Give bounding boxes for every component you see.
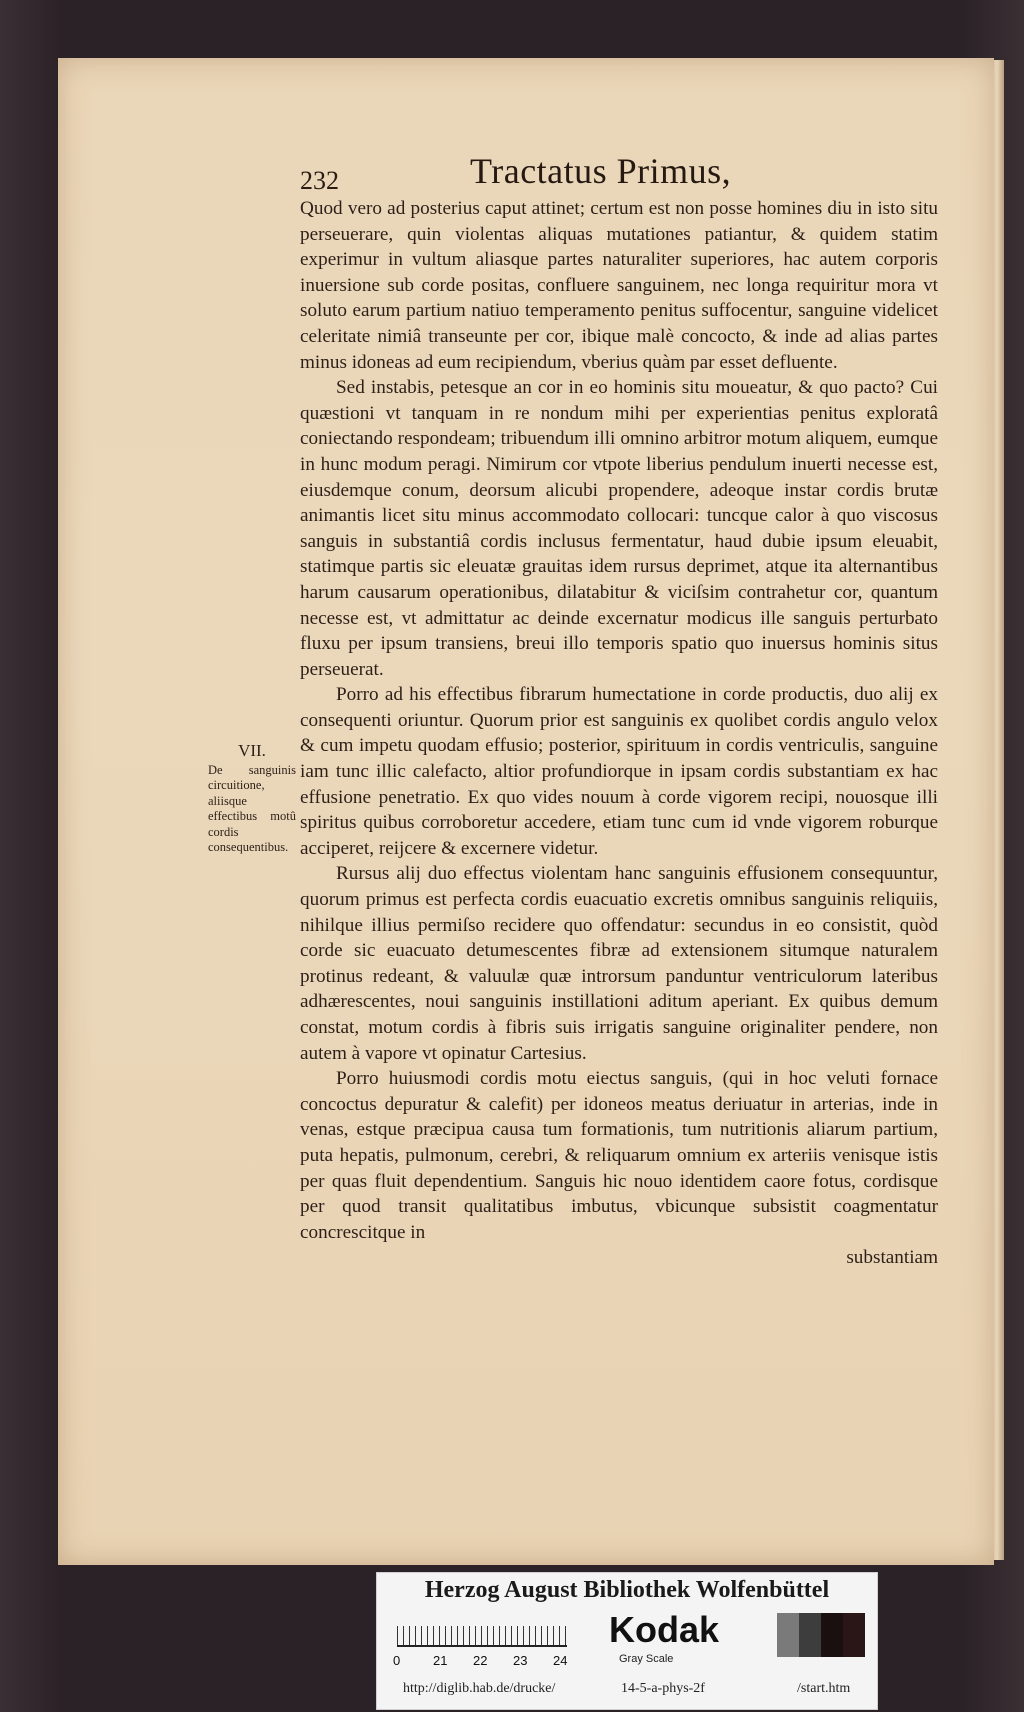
page-number: 232	[300, 166, 339, 195]
ruler-label: 21	[433, 1653, 448, 1668]
paragraph-5: Porro huiusmodi cordis motu eiectus sanguis, (qui in hoc veluti fornace concoctus depuratur & calefit) per idoneos meatus deriuatur in arterias, inde in venas, estque præcipua causa tum formationis, tum nutritionis aliarum partium, puta hepatis, pulmonum, cerebri, & reliquarum omnium ex arteriis venisque istis per quas fluit dependentium. Sanguis hic nouo identidem caore fotus, cordisque per quod transit qualitatibus imbutus, vbicunque subsistit coagmentatur concrescitque in	[300, 1068, 938, 1243]
gray-scale-label: Gray Scale	[619, 1653, 674, 1665]
paragraph-2: Sed instabis, petesque an cor in eo hominis situ moueatur, & quo pacto? Cui quæstioni vt tanquam in re nondum mihi per experientias penitus exploratâ coniectando respondeam; tribuendum illi omnino arbitror motum aliquem, eumque in hunc modum peragi. Nimirum cor vtpote liberius pendulum inuerti necesse est, eiusdemque conum, deorsum alicubi propendere, adeoque instar cordis brutæ animantis licet situ minus accommodato collocari: tuncque calor à quo viscosus sanguis in substantiâ cordis inclusus fermentatur, haud dubie ipsum eleuabit, statimque partis sic eleuatæ grauitas idem rursus deprimet, atque ita alternantibus harum causarum operationibus, dilatabitur & viciſsim contrahetur cor, quantum necesse est, vt admittatur ac deinde excernatur modicus ille sanguis perturbato fluxu per ipsum transiens, breui illo temporis spatio quo inuersus hominis situs perseuerat.	[300, 377, 938, 680]
paragraph-3: Porro ad his effectibus fibrarum humectatione in corde productis, duo alij ex consequenti oriuntur. Quorum prior est sanguinis ex quolibet cordis angulo velox & cum impetu quodam effusio; posterior, spirituum in cordis ventriculis, sanguine iam tunc illic calefacto, altior profundiorque in ipsam cordis substantiam ex hac effusione penetratio. Ex quo vides nouum à corde vigorem recipi, nouosque illi spiritus quibus corroboretur accedere, etiam tunc cum id vnde vigorem roburque acciperet, reijcere & excernere videtur.	[300, 684, 938, 859]
paragraph-1: Quod vero ad posterius caput attinet; certum est non posse homines diu in isto situ perseuerare, quin violentas aliquas mutationes patiantur, & quidem statim experimur in vultum aliasque partes naturaliter superiores, hac autem corporis inuersione sub corde positas, confluere sanguinem, nec longa requiritur mora vt soluto earum partium natiuo temperamento penitus suffocentur, sanguine videlicet celeritate nimiâ transeunte per cor, ibique malè concocto, & inde ad alias partes minus idoneas ad eum recipiendum, vberius quàm par esset defluente.	[300, 198, 938, 373]
catchword: substantiam	[846, 1247, 938, 1269]
page-header	[300, 150, 940, 194]
ruler-label: 24	[553, 1653, 568, 1668]
ruler-label: 0	[393, 1653, 401, 1668]
gray-swatch	[821, 1613, 843, 1657]
kodak-logo: Kodak	[609, 1609, 720, 1650]
source-url-id[interactable]: 14-5-a-phys-2f	[621, 1681, 705, 1696]
gray-swatches	[777, 1613, 865, 1657]
margin-note	[208, 743, 296, 856]
source-url-page[interactable]: /start.htm	[797, 1681, 851, 1696]
gray-swatch	[799, 1613, 821, 1657]
ruler-label: 22	[473, 1653, 488, 1668]
margin-note-text: De sanguinis circuitione, aliisque effectibus motû cordis consequentibus.	[208, 762, 296, 854]
running-title: Tractatus Primus,	[470, 151, 732, 191]
source-url-base[interactable]: http://diglib.hab.de/drucke/	[403, 1681, 556, 1696]
gray-swatch	[843, 1613, 865, 1657]
gray-swatch	[777, 1613, 799, 1657]
paragraph-4: Rursus alij duo effectus violentam hanc sanguinis effusionem consequuntur, quorum primus est perfecta cordis euacuatio excretis omnibus sanguinis reliquiis, nihilque illius permiſso recidere quo offendatur: secundus in eo consistit, quòd corde sic euacuato detumescentes fibræ ad extensionem situmque naturalem protinus redeant, & valuulæ quæ introrsum panduntur ventriculorum lateribus adhærescentes, noui sanguinis instillationi aditum aperiant. Ex quibus demum constat, motum cordis à fibris suis irrigatis sanguine originaliter pendere, non autem à vapore vt opinatur Cartesius.	[300, 863, 938, 1064]
ruler-label: 23	[513, 1653, 528, 1668]
library-card	[376, 1572, 878, 1710]
ruler-labels	[393, 1653, 583, 1671]
scale-ruler	[397, 1613, 567, 1647]
library-title: Herzog August Bibliothek Wolfenbüttel	[424, 1577, 830, 1603]
main-text	[300, 196, 938, 1271]
margin-note-number: VII.	[238, 741, 266, 760]
